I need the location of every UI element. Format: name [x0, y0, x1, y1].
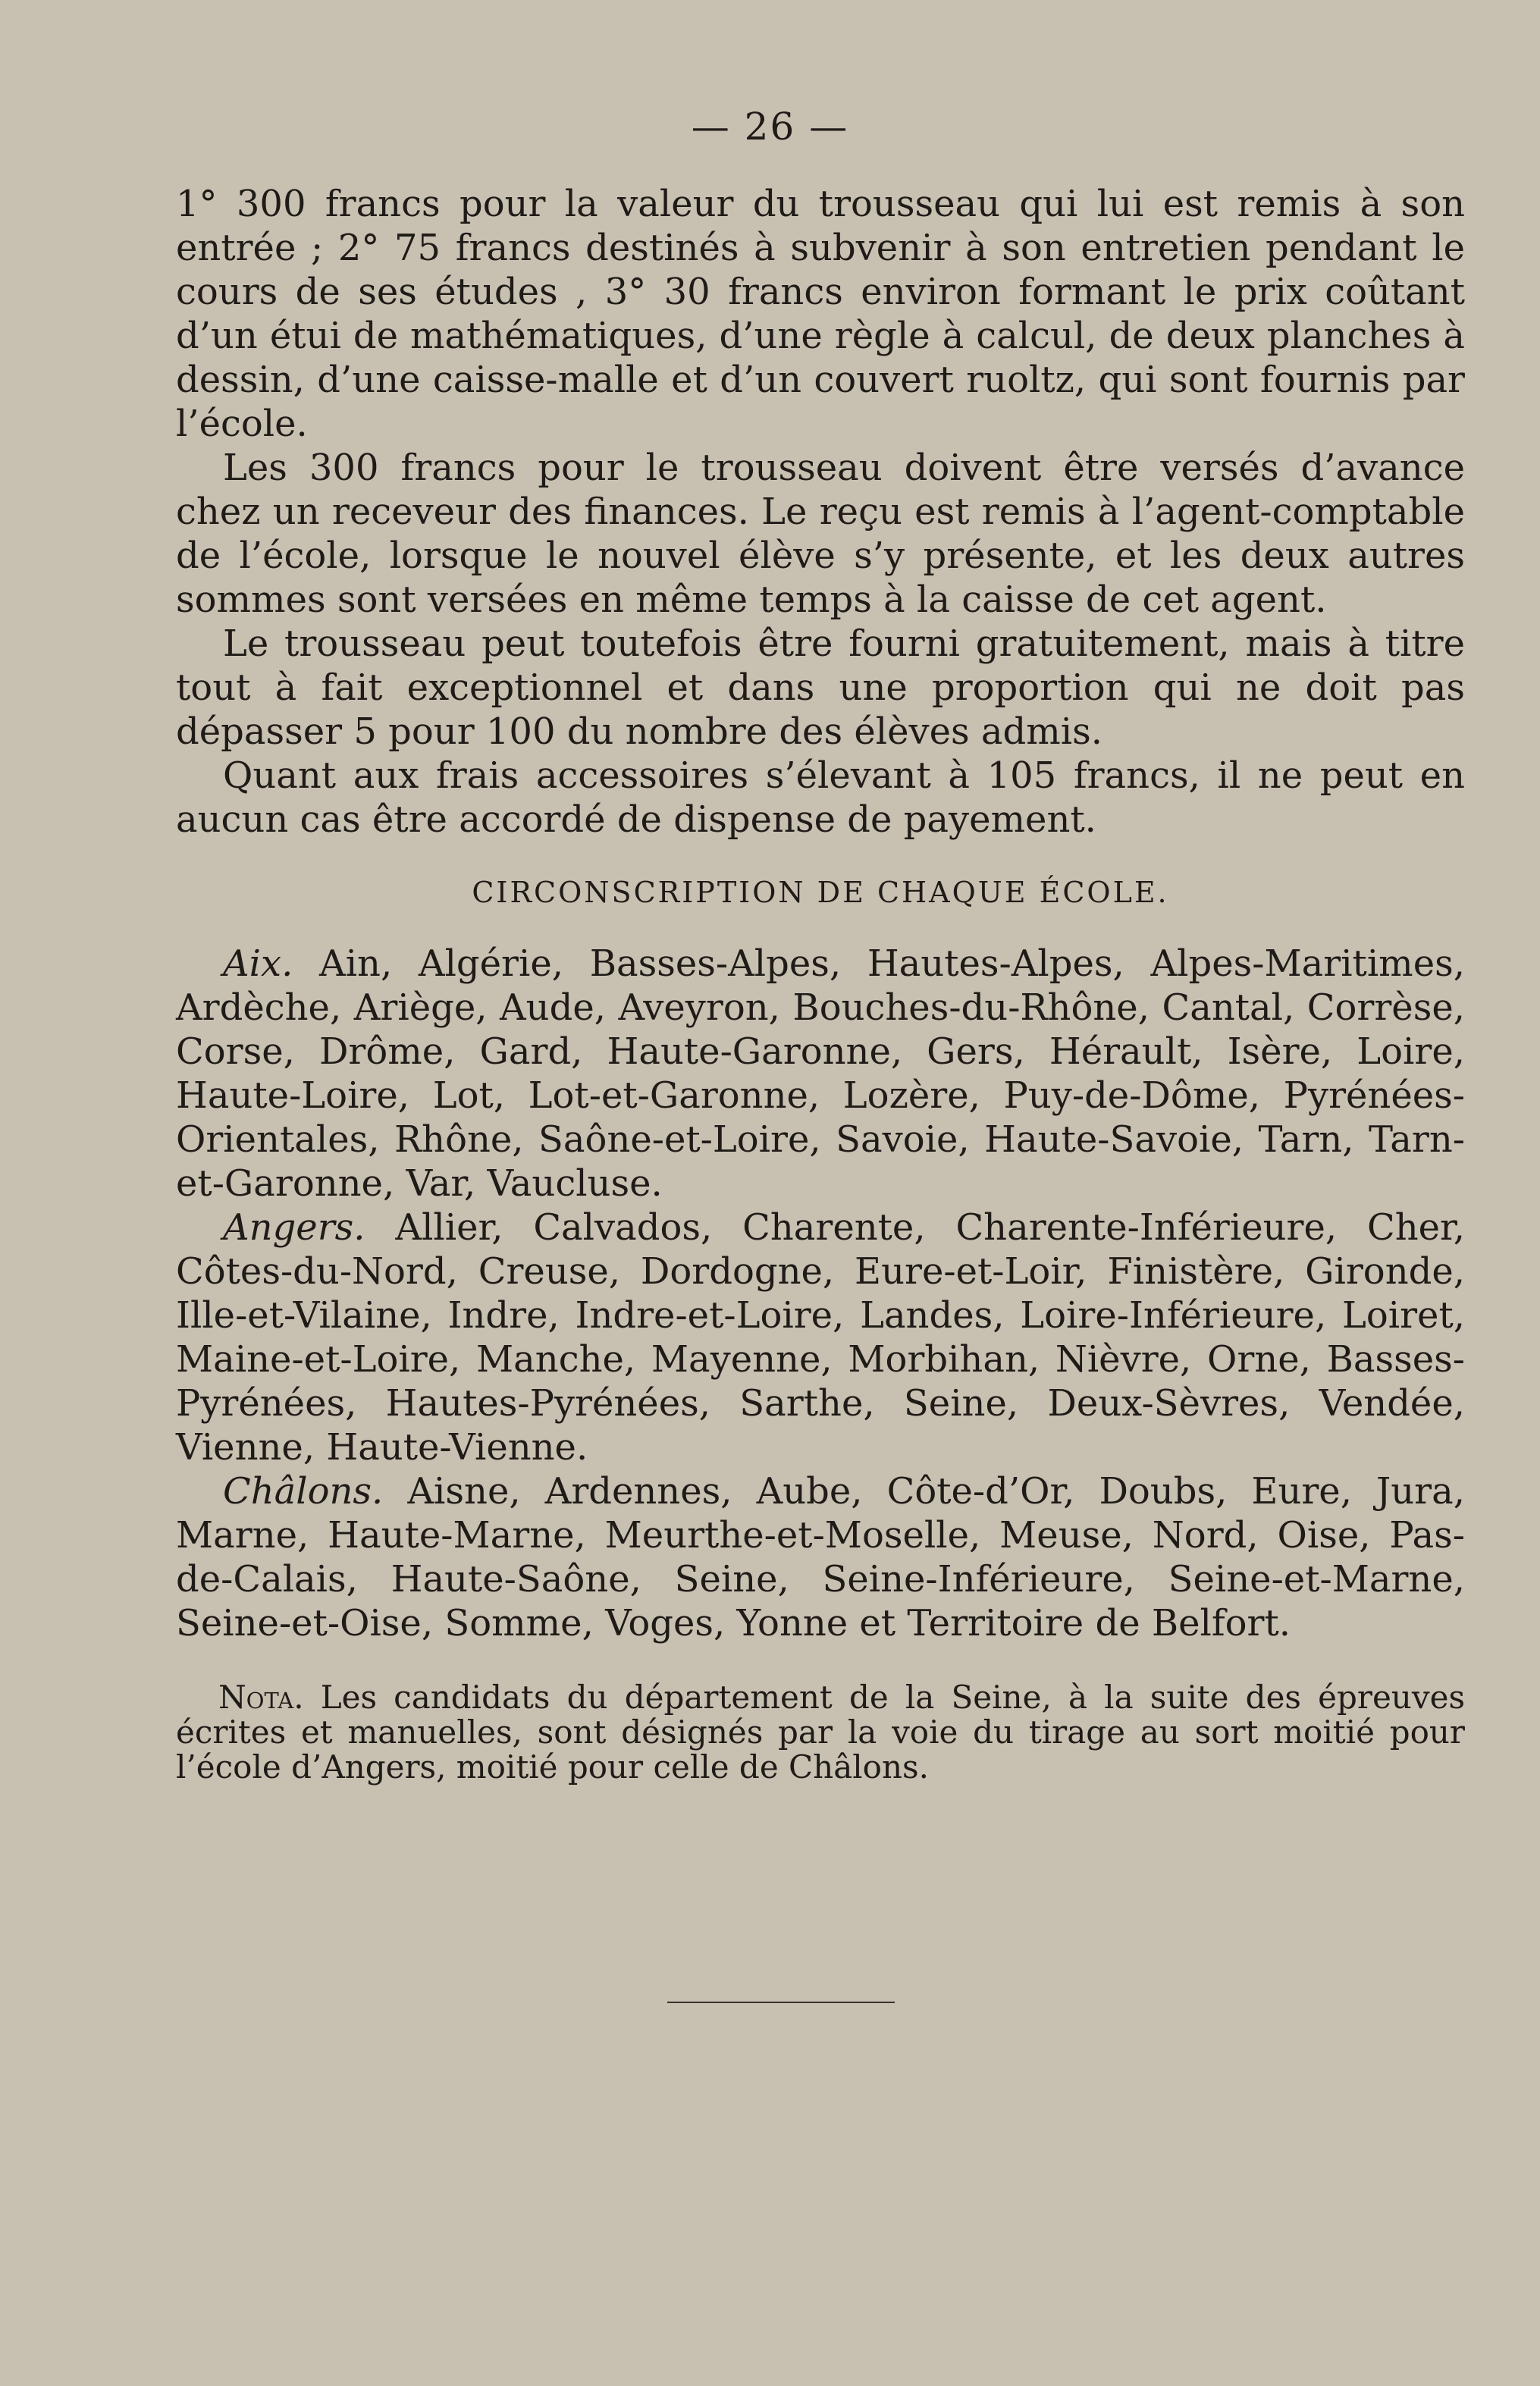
- paragraph-trousseau-payment: Les 300 francs pour le trousseau doivent être versés d’avance chez un receveur des finances. Le reçu est remis à l’agent-comptable de l’école, lorsque le nouvel élève s’y présente, et les deux autres sommes sont versées en même temps à la caisse de cet agent.: [176, 447, 1465, 621]
- page-number: — 26 —: [691, 105, 849, 149]
- school-name-chalons: Châlons.: [223, 1470, 384, 1513]
- school-entry-aix: [176, 942, 1465, 1206]
- school-departments-aix: Ain, Algérie, Basses-Alpes, Hautes-Alpes, Alpes-Maritimes, Ardèche, Ariège, Aude, Aveyron, Bouches-du-Rhône, Cantal, Corrèse, Corse, Drôme, Gard, Haute-Garonne, Gers, Hérault, Isère, Loire, Haute-Loire, Lot, Lot-et-Garonne, Lozère, Puy-de-Dôme, Pyrénées-Orientales, Rhône, Saône-et-Loire, Savoie, Haute-Savoie, Tarn, Tarn-et-Garonne, Var, Vaucluse.: [176, 942, 1465, 1205]
- school-departments-angers: Allier, Calvados, Charente, Charente-Inférieure, Cher, Côtes-du-Nord, Creuse, Dordogne, Eure-et-Loir, Finistère, Gironde, Ille-et-Vilaine, Indre, Indre-et-Loire, Landes, Loire-Inférieure, Loiret, Maine-et-Loire, Manche, Mayenne, Morbihan, Nièvre, Orne, Basses-Pyrénées, Hautes-Pyrénées, Sarthe, Seine, Deux-Sèvres, Vendée, Vienne, Haute-Vienne.: [176, 1206, 1465, 1469]
- school-name-aix: Aix.: [223, 942, 293, 985]
- school-entry-angers: [176, 1206, 1465, 1469]
- body-text: [176, 182, 1465, 1785]
- school-entry-chalons: [176, 1469, 1465, 1645]
- section-heading: CIRCONSCRIPTION DE CHAQUE ÉCOLE.: [472, 876, 1169, 909]
- school-name-angers: Angers.: [223, 1206, 365, 1249]
- school-departments-chalons: Aisne, Ardennes, Aube, Côte-d’Or, Doubs, Eure, Jura, Marne, Haute-Marne, Meurthe-et-Moselle, Meuse, Nord, Oise, Pas-de-Calais, Haute-Saône, Seine, Seine-Inférieure, Seine-et-Marne, Seine-et-Oise, Somme, Voges, Yonne et Territoire de Belfort.: [176, 1470, 1465, 1644]
- paragraph-accessory-fees: Quant aux frais accessoires s’élevant à 105 francs, il ne peut en aucun cas être accordé de dispense de payement.: [176, 754, 1465, 841]
- note-label: Nota.: [218, 1679, 304, 1716]
- note-text: Les candidats du département de la Seine, à la suite des épreuves écrites et manuelles, sont désignés par la voie du tirage au sort moitié pour l’école d’Angers, moitié pour celle de Châlons.: [176, 1679, 1465, 1786]
- closing-rule: [667, 2002, 895, 2003]
- paragraph-fees-list: 1° 300 francs pour la valeur du trousseau qui lui est remis à son entrée ; 2° 75 francs destinés à subvenir à son entretien pendant le cours de ses études , 3° 30 francs environ formant le prix coûtant d’un étui de mathématiques, d’une règle à calcul, de deux planches à dessin, d’une caisse-malle et d’un couvert ruoltz, qui sont fournis par l’école.: [176, 183, 1465, 445]
- paragraph-free-trousseau: Le trousseau peut toutefois être fourni gratuitement, mais à titre tout à fait exceptionnel et dans une proportion qui ne doit pas dépasser 5 pour 100 du nombre des élèves admis.: [176, 622, 1465, 753]
- footnote: [176, 1680, 1465, 1785]
